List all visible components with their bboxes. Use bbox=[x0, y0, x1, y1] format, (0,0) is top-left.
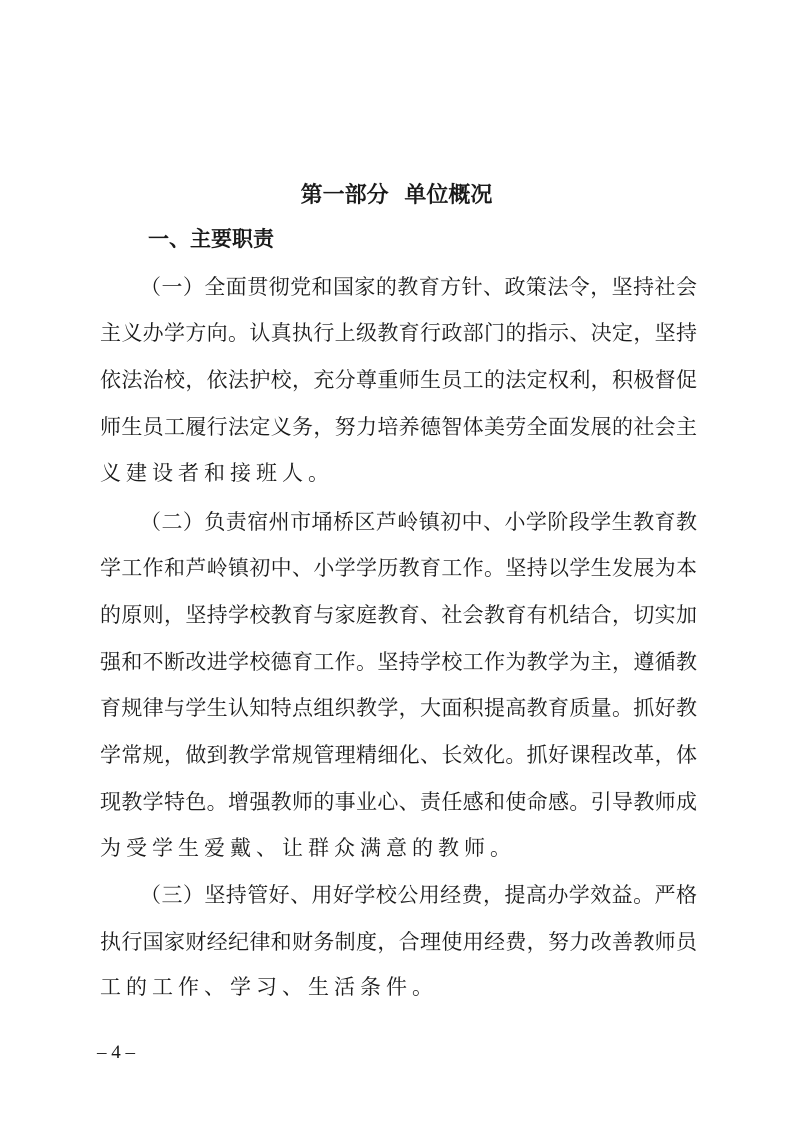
text-line: 为受学生爱戴、让群众满意的教师。 bbox=[100, 836, 516, 860]
text-line: 义建设者和接班人。 bbox=[100, 461, 334, 485]
text-line: 学工作和芦岭镇初中、小学学历教育工作。坚持以学生发展为本 bbox=[100, 556, 697, 580]
text-line: 的原则，坚持学校教育与家庭教育、社会教育有机结合，切实加 bbox=[100, 603, 697, 627]
text-line: 现教学特色。增强教师的事业心、责任感和使命感。引导教师成 bbox=[100, 790, 697, 814]
text-line: 强和不断改进学校德育工作。坚持学校工作为教学为主，遵循教 bbox=[100, 650, 697, 674]
section-heading: 一、主要职责 bbox=[148, 227, 274, 251]
text-line: 主义办学方向。认真执行上级教育行政部门的指示、决定，坚持 bbox=[100, 321, 697, 345]
title-name: 单位概况 bbox=[404, 183, 493, 208]
text-line: （二）负责宿州市埇桥区芦岭镇初中、小学阶段学生教育教 bbox=[140, 510, 697, 534]
text-line: 工的工作、学习、生活条件。 bbox=[100, 975, 438, 999]
text-line: 执行国家财经纪律和财务制度，合理使用经费，努力改善教师员 bbox=[100, 930, 697, 954]
text-line: 师生员工履行法定义务，努力培养德智体美劳全面发展的社会主 bbox=[100, 415, 697, 439]
text-line: （三）坚持管好、用好学校公用经费，提高办学效益。严格 bbox=[140, 883, 697, 907]
text-line: 依法治校，依法护校，充分尊重师生员工的法定权利，积极督促 bbox=[100, 368, 697, 392]
text-line: 学常规，做到教学常规管理精细化、长效化。抓好课程改革，体 bbox=[100, 743, 697, 767]
text-line: （一）全面贯彻党和国家的教育方针、政策法令，坚持社会 bbox=[140, 275, 697, 299]
page-title bbox=[0, 181, 793, 211]
title-part: 第一部分 bbox=[300, 183, 389, 208]
text-line: 育规律与学生认知特点组织教学，大面积提高教育质量。抓好教 bbox=[100, 696, 697, 720]
page-number: – 4 – bbox=[97, 1042, 135, 1063]
